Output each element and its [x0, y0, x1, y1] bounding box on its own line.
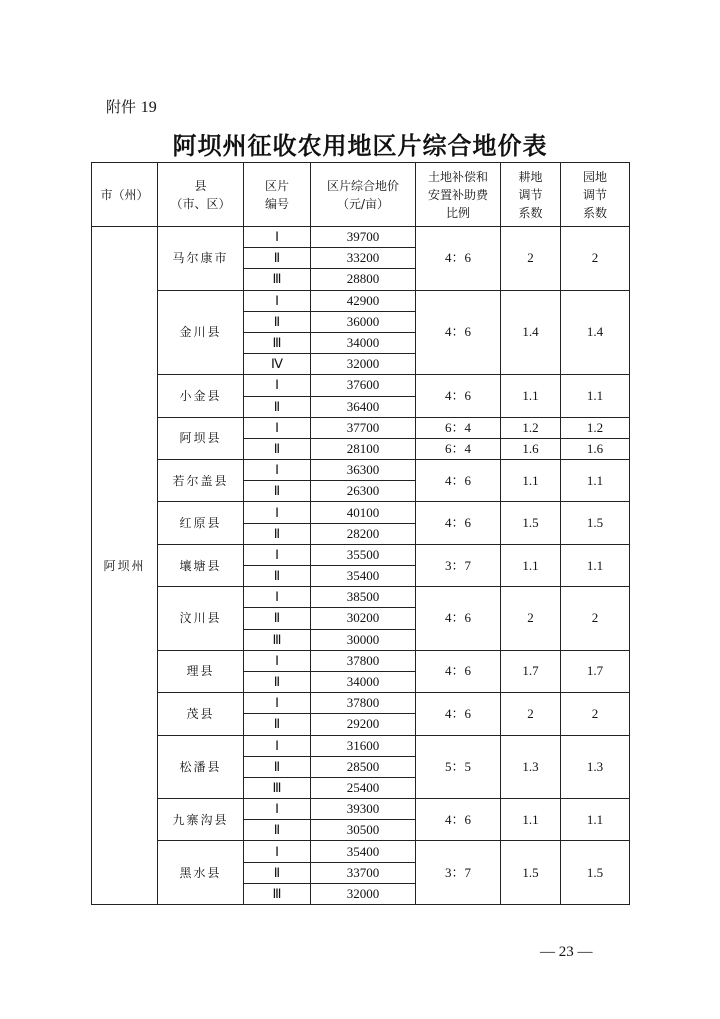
zone-price: 39700: [311, 227, 416, 248]
zone-price: 37600: [311, 375, 416, 396]
table-row: [92, 544, 630, 565]
farmland-coefficient: 2: [501, 587, 561, 651]
zone-id: Ⅱ: [244, 862, 311, 883]
garden-coefficient: 1.2: [561, 417, 630, 438]
zone-id: Ⅱ: [244, 608, 311, 629]
compensation-ratio: 4：6: [416, 227, 501, 291]
zone-price: 28200: [311, 523, 416, 544]
zone-id: Ⅰ: [244, 417, 311, 438]
column-header: 市（州）: [92, 163, 158, 227]
zone-id: Ⅰ: [244, 799, 311, 820]
zone-id: Ⅰ: [244, 650, 311, 671]
zone-price: 35400: [311, 841, 416, 862]
zone-price: 30200: [311, 608, 416, 629]
zone-id: Ⅲ: [244, 777, 311, 798]
zone-id: Ⅳ: [244, 354, 311, 375]
zone-price: 40100: [311, 502, 416, 523]
zone-id: Ⅰ: [244, 460, 311, 481]
zone-id: Ⅱ: [244, 820, 311, 841]
zone-price: 37800: [311, 650, 416, 671]
county-name: 红原县: [158, 502, 244, 544]
table-row: [92, 460, 630, 481]
zone-id: Ⅰ: [244, 227, 311, 248]
zone-price: 26300: [311, 481, 416, 502]
zone-price: 42900: [311, 290, 416, 311]
zone-price: 39300: [311, 799, 416, 820]
zone-id: Ⅱ: [244, 523, 311, 544]
column-header: 土地补偿和 安置补助费 比例: [416, 163, 501, 227]
table-row: [92, 290, 630, 311]
farmland-coefficient: 1.5: [501, 502, 561, 544]
compensation-ratio: 4：6: [416, 799, 501, 841]
zone-price: 33700: [311, 862, 416, 883]
zone-id: Ⅲ: [244, 883, 311, 904]
zone-price: 35400: [311, 566, 416, 587]
garden-coefficient: 1.1: [561, 460, 630, 502]
farmland-coefficient: 1.5: [501, 841, 561, 905]
garden-coefficient: 1.6: [561, 438, 630, 459]
farmland-coefficient: 1.4: [501, 290, 561, 375]
garden-coefficient: 1.7: [561, 650, 630, 692]
compensation-ratio: 4：6: [416, 587, 501, 651]
column-header: 区片 编号: [244, 163, 311, 227]
zone-price: 31600: [311, 735, 416, 756]
page-title: 阿坝州征收农用地区片综合地价表: [172, 131, 548, 160]
column-header: 区片综合地价 （元/亩）: [311, 163, 416, 227]
zone-price: 37800: [311, 693, 416, 714]
county-name: 黑水县: [158, 841, 244, 905]
zone-price: 32000: [311, 883, 416, 904]
zone-id: Ⅱ: [244, 714, 311, 735]
zone-id: Ⅰ: [244, 544, 311, 565]
county-name: 阿坝县: [158, 417, 244, 459]
compensation-ratio: 4：6: [416, 375, 501, 417]
compensation-ratio: 4：6: [416, 693, 501, 735]
county-name: 理县: [158, 650, 244, 692]
zone-id: Ⅰ: [244, 502, 311, 523]
zone-price: 33200: [311, 248, 416, 269]
zone-id: Ⅰ: [244, 841, 311, 862]
attachment-label-text: 附件: [106, 98, 137, 116]
attachment-number: 19: [140, 99, 157, 116]
zone-id: Ⅰ: [244, 693, 311, 714]
county-name: 壤塘县: [158, 544, 244, 586]
farmland-coefficient: 1.6: [501, 438, 561, 459]
table-row: [92, 375, 630, 396]
zone-id: Ⅱ: [244, 671, 311, 692]
zone-id: Ⅰ: [244, 290, 311, 311]
farmland-coefficient: 1.1: [501, 799, 561, 841]
compensation-ratio: 5：5: [416, 735, 501, 799]
page-number: — 23 —: [540, 944, 593, 960]
column-header: 耕地 调节 系数: [501, 163, 561, 227]
zone-id: Ⅰ: [244, 375, 311, 396]
zone-price: 32000: [311, 354, 416, 375]
garden-coefficient: 1.5: [561, 841, 630, 905]
county-name: 小金县: [158, 375, 244, 417]
county-name: 松潘县: [158, 735, 244, 799]
zone-price: 28500: [311, 756, 416, 777]
zone-id: Ⅰ: [244, 587, 311, 608]
zone-id: Ⅱ: [244, 438, 311, 459]
county-name: 金川县: [158, 290, 244, 375]
zone-price: 30000: [311, 629, 416, 650]
zone-id: Ⅱ: [244, 566, 311, 587]
zone-id: Ⅲ: [244, 269, 311, 290]
farmland-coefficient: 2: [501, 693, 561, 735]
zone-id: Ⅱ: [244, 481, 311, 502]
county-name: 马尔康市: [158, 227, 244, 291]
zone-price: 25400: [311, 777, 416, 798]
table-row: [92, 841, 630, 862]
table-row: [92, 650, 630, 671]
zone-price: 34000: [311, 671, 416, 692]
city-cell: 阿坝州: [92, 227, 158, 905]
zone-price: 38500: [311, 587, 416, 608]
compensation-ratio: 4：6: [416, 460, 501, 502]
table-header-row: [92, 163, 630, 227]
compensation-ratio: 3：7: [416, 841, 501, 905]
zone-price: 30500: [311, 820, 416, 841]
farmland-coefficient: 1.1: [501, 460, 561, 502]
zone-id: Ⅱ: [244, 248, 311, 269]
zone-id: Ⅲ: [244, 332, 311, 353]
garden-coefficient: 1.3: [561, 735, 630, 799]
zone-id: Ⅱ: [244, 311, 311, 332]
table-body: [92, 227, 630, 905]
zone-price: 36300: [311, 460, 416, 481]
column-header: 园地 调节 系数: [561, 163, 630, 227]
farmland-coefficient: 1.1: [501, 544, 561, 586]
garden-coefficient: 2: [561, 227, 630, 291]
farmland-coefficient: 2: [501, 227, 561, 291]
zone-price: 34000: [311, 332, 416, 353]
garden-coefficient: 1.1: [561, 544, 630, 586]
attachment-label: [106, 96, 157, 117]
table-row: [92, 502, 630, 523]
zone-id: Ⅰ: [244, 735, 311, 756]
farmland-coefficient: 1.3: [501, 735, 561, 799]
table-row: [92, 693, 630, 714]
zone-price: 28800: [311, 269, 416, 290]
zone-price: 35500: [311, 544, 416, 565]
table-row: [92, 735, 630, 756]
land-price-table: [91, 162, 630, 905]
compensation-ratio: 4：6: [416, 502, 501, 544]
county-name: 茂县: [158, 693, 244, 735]
table-row: [92, 417, 630, 438]
compensation-ratio: 4：6: [416, 650, 501, 692]
farmland-coefficient: 1.2: [501, 417, 561, 438]
garden-coefficient: 2: [561, 693, 630, 735]
compensation-ratio: 4：6: [416, 290, 501, 375]
column-header: 县 （市、区）: [158, 163, 244, 227]
zone-price: 28100: [311, 438, 416, 459]
zone-id: Ⅱ: [244, 396, 311, 417]
zone-price: 29200: [311, 714, 416, 735]
garden-coefficient: 1.1: [561, 375, 630, 417]
county-name: 九寨沟县: [158, 799, 244, 841]
table-row: [92, 227, 630, 248]
compensation-ratio: 6：4: [416, 417, 501, 438]
garden-coefficient: 1.1: [561, 799, 630, 841]
zone-price: 37700: [311, 417, 416, 438]
garden-coefficient: 1.5: [561, 502, 630, 544]
compensation-ratio: 6：4: [416, 438, 501, 459]
zone-id: Ⅲ: [244, 629, 311, 650]
garden-coefficient: 1.4: [561, 290, 630, 375]
compensation-ratio: 3：7: [416, 544, 501, 586]
zone-price: 36400: [311, 396, 416, 417]
table-row: [92, 587, 630, 608]
farmland-coefficient: 1.7: [501, 650, 561, 692]
county-name: 若尔盖县: [158, 460, 244, 502]
zone-id: Ⅱ: [244, 756, 311, 777]
zone-price: 36000: [311, 311, 416, 332]
garden-coefficient: 2: [561, 587, 630, 651]
county-name: 汶川县: [158, 587, 244, 651]
farmland-coefficient: 1.1: [501, 375, 561, 417]
table-row: [92, 799, 630, 820]
